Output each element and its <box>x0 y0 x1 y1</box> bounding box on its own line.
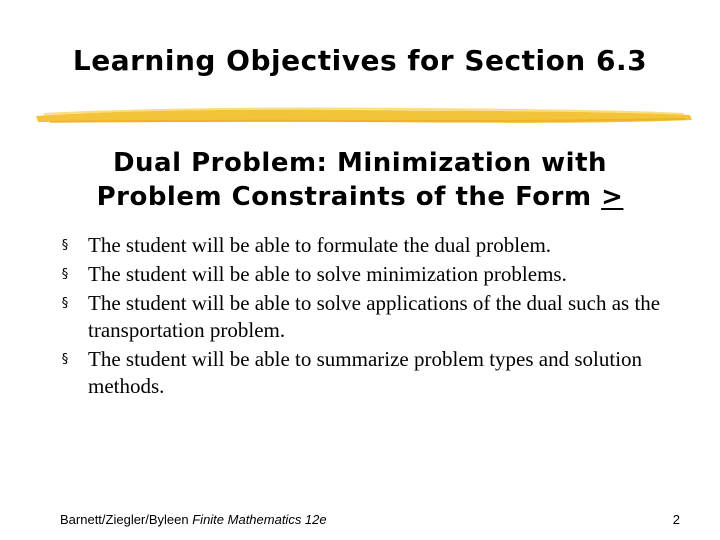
bullet-marker-icon: § <box>61 267 69 282</box>
footer-book-title: Finite Mathematics 12e <box>192 512 327 527</box>
page-number: 2 <box>672 512 680 527</box>
bullet-marker-icon: § <box>61 296 69 311</box>
slide-title: Learning Objectives for Section 6.3 <box>72 44 648 77</box>
list-item <box>58 261 678 288</box>
subtitle-line-2-text: Problem Constraints of the Form <box>96 182 602 212</box>
bullet-marker-icon: § <box>61 238 69 253</box>
subtitle-line-2 <box>0 180 720 214</box>
list-item <box>58 290 678 344</box>
list-item <box>58 232 678 259</box>
footer-citation <box>60 512 327 527</box>
objective-text: The student will be able to summarize problem types and solution methods. <box>88 347 643 398</box>
footer-authors: Barnett/Ziegler/Byleen <box>60 512 193 527</box>
list-item <box>58 346 678 400</box>
decorative-highlighter-rule <box>0 96 720 136</box>
objective-text: The student will be able to solve minimization problems. <box>88 262 567 286</box>
objectives-list <box>58 232 678 402</box>
bullet-marker-icon: § <box>61 352 69 367</box>
objective-text: The student will be able to solve applications of the dual such as the transportation problem. <box>88 291 661 342</box>
greater-equal-symbol: > <box>601 182 624 212</box>
subtitle-line-1: Dual Problem: Minimization with <box>112 148 608 178</box>
slide-subtitle <box>0 146 720 214</box>
objective-text: The student will be able to formulate the dual problem. <box>88 233 552 257</box>
